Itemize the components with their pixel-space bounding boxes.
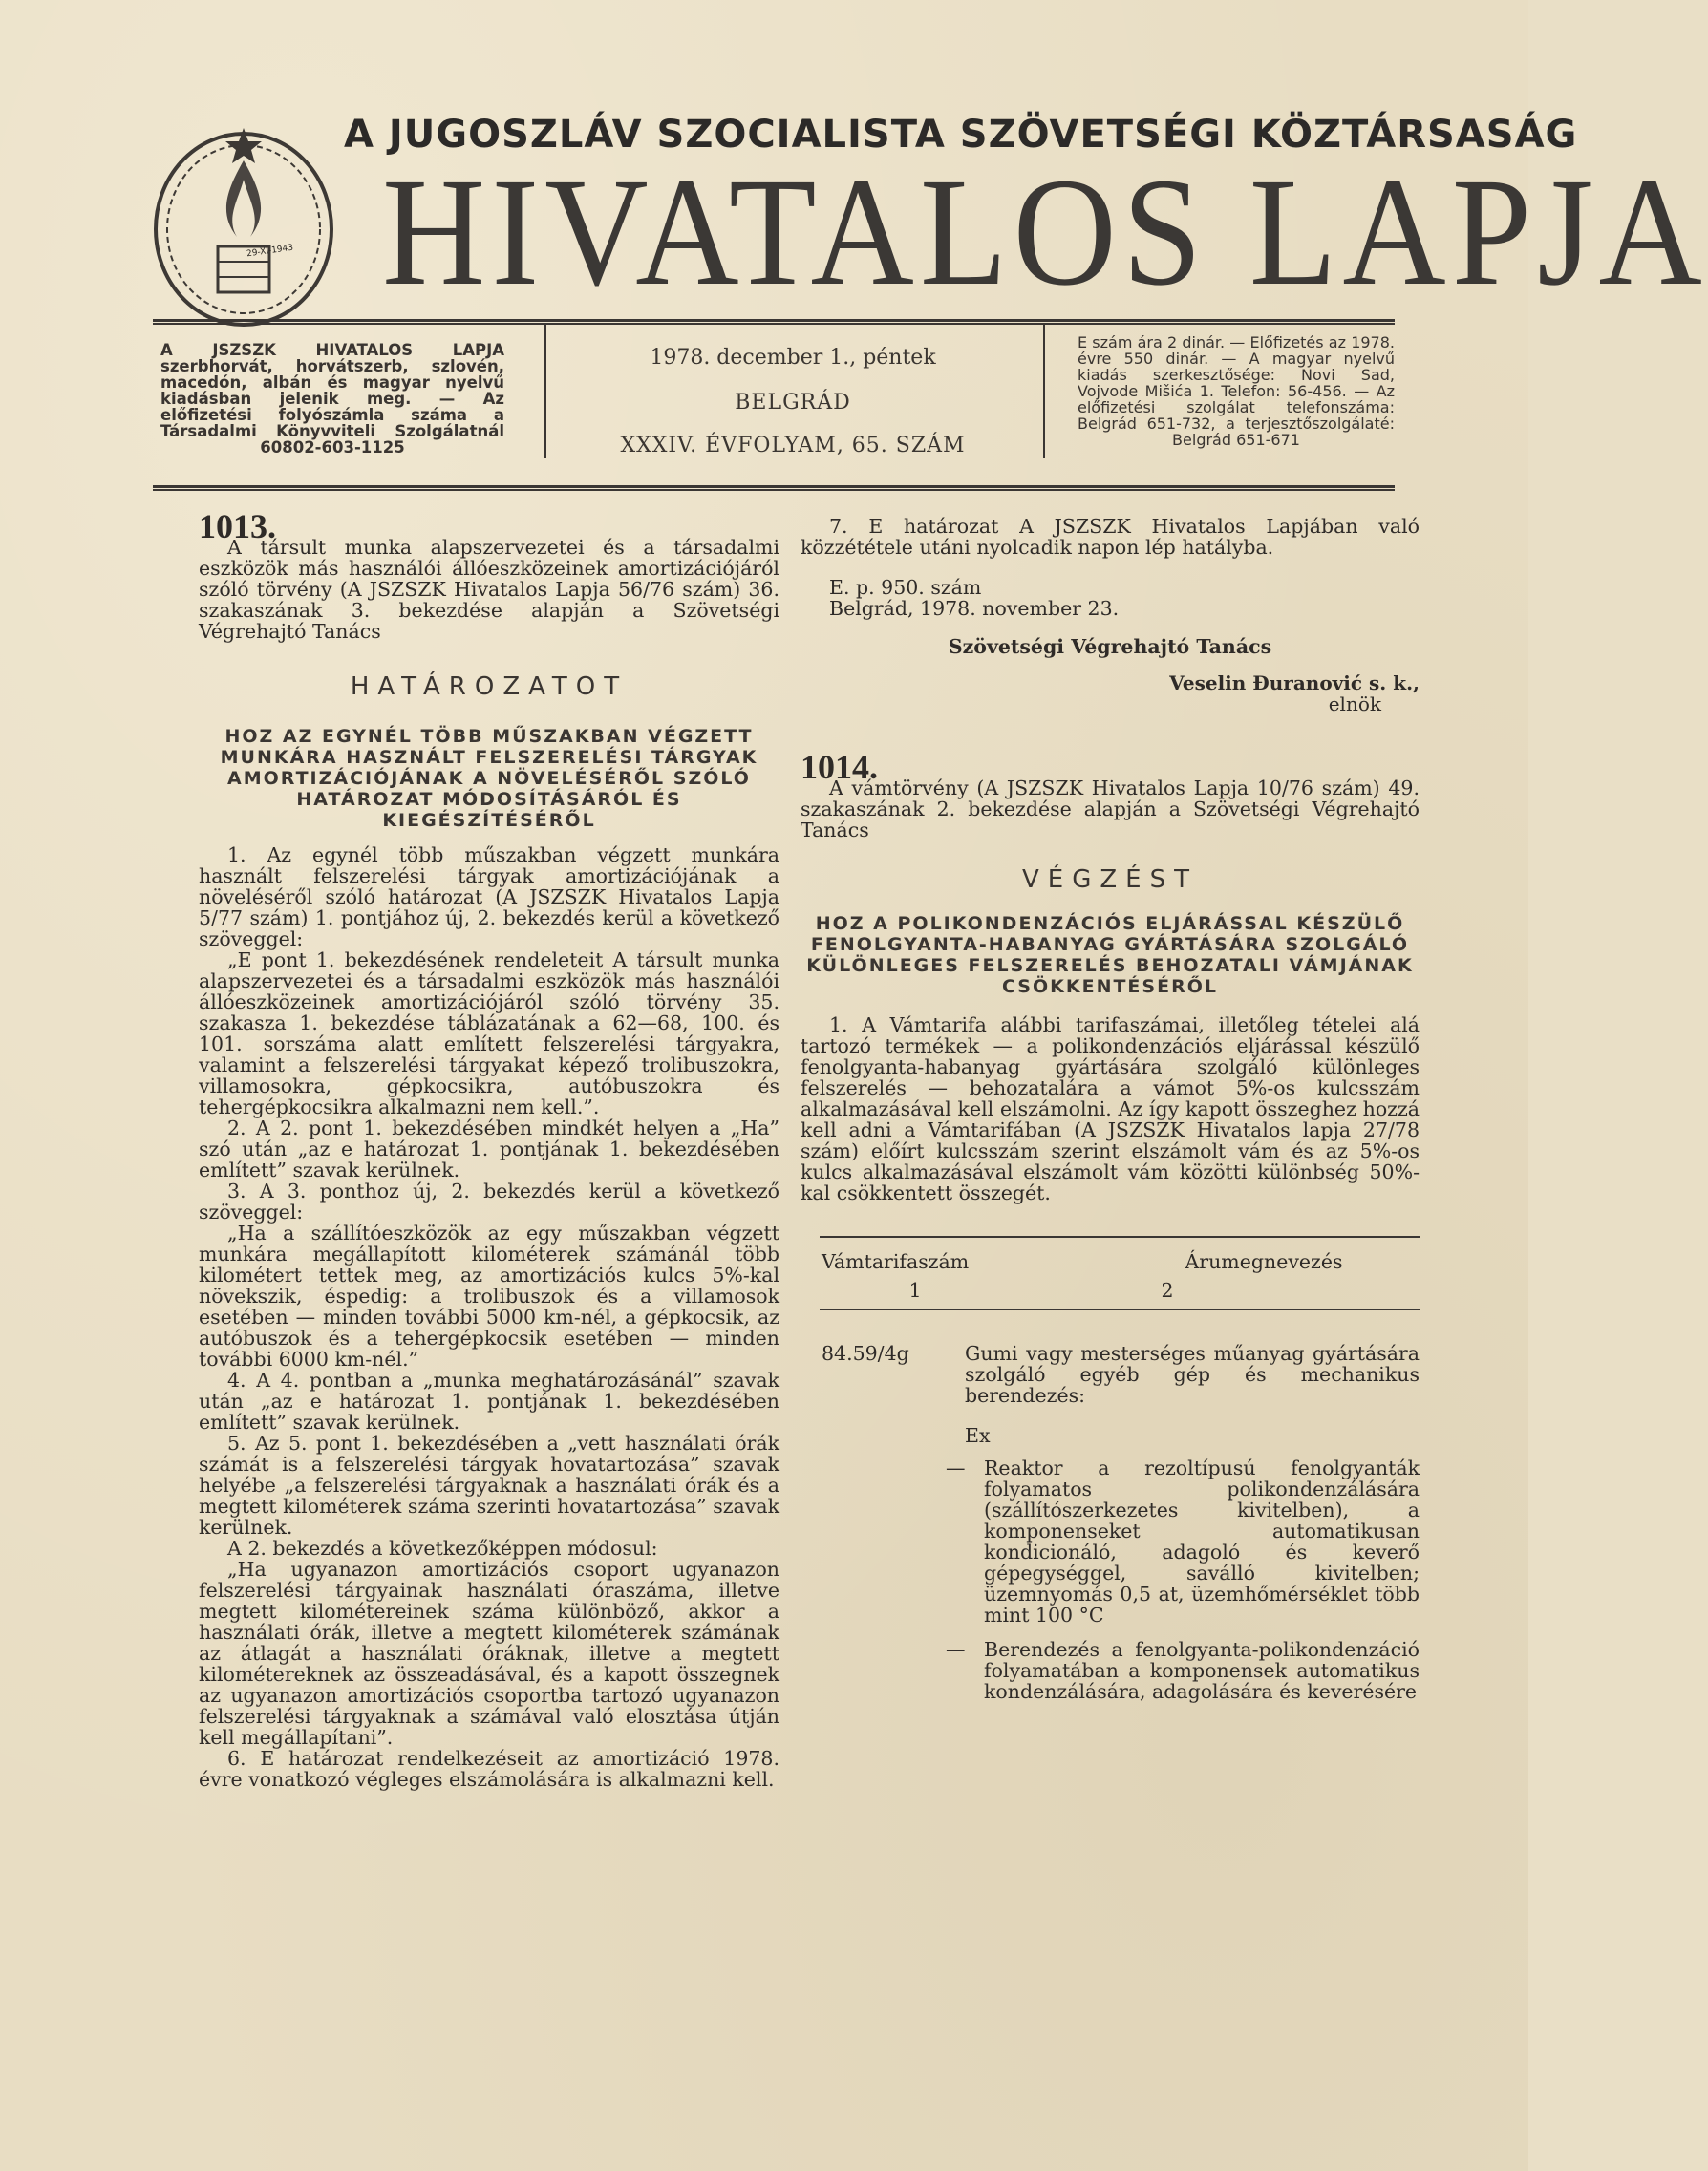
doc-1014-heading: VÉGZÉST bbox=[1022, 865, 1198, 894]
table-col2-number: 2 bbox=[1161, 1279, 1174, 1302]
doc-1013-paragraph: 5. Az 5. pont 1. bekezdésében a „vett használati órák számát is a felszerelési tárgyak hovatartozása” szavak helyébe „a felszerelési tárgyaknak a használati órák és a megtett kilométerek száma szerinti hovatartozása” szavak kerülnek. bbox=[199, 1432, 779, 1539]
doc-1013-council: Szövetségi Végrehajtó Tanács bbox=[948, 635, 1272, 658]
header-divider-right bbox=[1043, 325, 1045, 458]
doc-1013-paragraph: A 2. bekezdés a következőképpen módosul: bbox=[227, 1537, 658, 1560]
masthead-rule-bottom bbox=[153, 485, 1395, 488]
header-divider-left bbox=[544, 325, 546, 458]
doc-1013-intro: A társult munka alapszervezetei és a társadalmi eszközök más használói állóeszközeinek amortizációjáról szóló törvény (A JSZSZK Hivatalos Lapja 56/76 szám) 36. szakaszának 3. bekezdése alapján a Szövetségi Végrehajtó Tanács bbox=[199, 536, 779, 643]
masthead-rule-top-thin bbox=[153, 323, 1395, 325]
emblem-years-text: 29-XI-1943 bbox=[246, 243, 294, 260]
doc-1013-heading: HATÁROZATOT bbox=[350, 672, 629, 701]
doc-1013-paragraph: „Ha a szállítóeszközök az egy műszakban végzett munkára megállapított kilométerek számánál több kilométert tettek meg, az amortizációs kulcs 5%-kal növekszik, éspedig: a trolibuszok és a villamosok esetében — minden további 5000 km-nél, a gépkocsik, az autóbuszok és a tehergépkocsik esetében — minden további 6000 km-nél.” bbox=[199, 1222, 779, 1371]
masthead-rule-top bbox=[153, 319, 1395, 322]
tariff-item: — Reaktor a rezoltípusú fenolgyanták folyamatos polikondenzálására (szállítószerkezetes kivitelben), a komponenseket automatikusan kondicionáló, adagoló és keverő gépegységgel, saválló kivitelben; üzemnyomás 0,5 at, üzemhőmérséklet több mint 100 °C bbox=[946, 1457, 1420, 1627]
doc-1013-paragraph: 6. E határozat rendelkezéseit az amortizáció 1978. évre vonatkozó végleges elszámolására is alkalmazni kell. bbox=[199, 1747, 779, 1791]
table-col2-header: Árumegnevezés bbox=[1185, 1250, 1343, 1273]
doc-1013-body bbox=[199, 844, 779, 1790]
table-number-row bbox=[801, 1280, 1420, 1301]
table-rule-bottom bbox=[820, 1309, 1420, 1310]
table-col1-header: Vámtarifaszám bbox=[822, 1250, 970, 1273]
doc-1013-paragraph: 3. A 3. ponthoz új, 2. bekezdés kerül a következő szöveggel: bbox=[199, 1180, 779, 1224]
masthead-rule-bottom-thin bbox=[153, 489, 1395, 491]
masthead-top-line: A JUGOSZLÁV SZOCIALISTA SZÖVETSÉGI KÖZTÁRSASÁG bbox=[344, 113, 1578, 157]
header-left-info: A JSZSZK HIVATALOS LAPJA szerbhorvát, horvátszerb, szlovén, macedón, albán és magyar nyelvű kiadásban jelenik meg. — Az előfizetési folyószámla száma a Társadalmi Könyvviteli Szolgálatnál 60802-603-1125 bbox=[160, 341, 504, 457]
tariff-description-block bbox=[946, 1343, 1420, 1702]
issue-date: 1978. december 1., péntek bbox=[650, 346, 936, 370]
doc-1014-number: 1014. bbox=[801, 748, 878, 786]
tariff-ex-label: Ex bbox=[965, 1424, 991, 1447]
doc-1013-paragraph: „E pont 1. bekezdésének rendeleteit A társult munka alapszervezetei és a társadalmi eszközök más használói állóeszközeinek amortizációjáról szóló törvény 35. szakasza 1. bekezdése táblázatának a 62—68, 100. és 101. sorszáma alatt említett felszerelési tárgyakra, valamint a felszerelési tárgyakat képező trolibuszokra, villamosokra, gépkocsikra, autóbuszokra és tehergépkocsikra alkalmazni nem kell.”. bbox=[199, 948, 779, 1118]
tariff-item-text: Berendezés a fenolgyanta-polikondenzáció folyamatában a komponensek automatikus kondenzálására, adagolására és keverésére bbox=[984, 1638, 1420, 1703]
issue-number: XXXIV. ÉVFOLYAM, 65. SZÁM bbox=[620, 434, 966, 458]
doc-1013-paragraph: 2. A 2. pont 1. bekezdésében mindkét helyen a „Ha” szó után „az e határozat 1. pontjának 1. bekezdésében említett” szavak kerülnek. bbox=[199, 1117, 779, 1181]
doc-1013-place-date: Belgrád, 1978. november 23. bbox=[829, 597, 1120, 620]
doc-1014-subheading: HOZ A POLIKONDENZÁCIÓS ELJÁRÁSSAL KÉSZÜLŐ FENOLGYANTA-HABANYAG GYÁRTÁSÁRA SZOLGÁLÓ KÜLÖNLEGES FELSZERELÉS BEHOZATALI VÁMJÁNAK CSÖKKENTÉSÉRŐL bbox=[806, 913, 1414, 997]
doc-1014-intro: A vámtörvény (A JSZSZK Hivatalos Lapja 10/76 szám) 49. szakaszának 2. bekezdése alapján a Szövetségi Végrehajtó Tanács bbox=[801, 777, 1420, 841]
header-center bbox=[549, 346, 1036, 458]
doc-1013-paragraph: „Ha ugyanazon amortizációs csoport ugyanazon felszerelési tárgyainak használati óraszáma, illetve megtett kilométereinek száma különböző, akkor a használati órák, illetve a megtett kilométerek számának az átlagát a használati óráknak, illetve a megtett kilométereknek az összeadásával, és a kapott összegnek az ugyanazon amortizációs csoportba tartozó ugyanazon felszerelési tárgyaknak a számával való elosztása útján kell megállapítani”. bbox=[199, 1558, 779, 1749]
doc-1013-subheading: HOZ AZ EGYNÉL TÖBB MŰSZAKBAN VÉGZETT MUNKÁRA HASZNÁLT FELSZERELÉSI TÁRGYAK AMORTIZÁCIÓJÁNAK A NÖVELÉSÉRŐL SZÓLÓ HATÁROZAT MÓDOSÍTÁSÁRÓL ÉS KIEGÉSZÍTÉSÉRŐL bbox=[220, 726, 758, 831]
table-rule-top bbox=[820, 1236, 1420, 1238]
doc-1013-reference: E. p. 950. szám bbox=[829, 576, 982, 599]
tariff-description: Gumi vagy mesterséges műanyag gyártására szolgáló egyéb gép és mechanikus berendezés: bbox=[965, 1342, 1420, 1407]
table-row bbox=[801, 1343, 1420, 1702]
tariff-code: 84.59/4g bbox=[822, 1342, 909, 1365]
issue-city: BELGRÁD bbox=[735, 391, 851, 415]
doc-1014-paragraph: 1. A Vámtarifa alábbi tarifaszámai, illetőleg tételei alá tartozó termékek — a polikondenzációs eljárással készülő fenolgyanta-habanyag gyártására szolgáló különleges felszerelés — behozatalára a vámot 5%-os kulcsszám alkalmazásával kell elszámolni. Az így kapott összeghez hozzá kell adni a Vámtarifában (A JSZSZK Hivatalos lapja 27/78 szám) előírt kulcsszám szerint elszámolt vám és az 5%-os kulcs alkalmazásával elszámolt vám közötti különbség 50%-kal csökkentett összegét. bbox=[801, 1013, 1420, 1204]
header-right-info: E szám ára 2 dinár. — Előfizetés az 1978. évre 550 dinár. — A magyar nyelvű kiadás szerkesztősége: Novi Sad, Vojvode Mišića 1. Telefon: 56-456. — Az előfizetési szolgálat telefonszáma: Belgrád 651-732, a terjesztőszolgálaté: Belgrád 651-671 bbox=[1078, 333, 1395, 449]
doc-1013-signer-title: elnök bbox=[1328, 692, 1381, 715]
doc-1013-signer-name: Veselin Đuranović s. k., bbox=[1169, 671, 1420, 694]
table-header-row bbox=[801, 1251, 1420, 1272]
tariff-item-text: Reaktor a rezoltípusú fenolgyanták folyamatos polikondenzálására (szállítószerkezetes kivitelben), a komponenseket automatikusan kondicionáló, adagoló és keverő gépegységgel, saválló kivitelben; üzemnyomás 0,5 at, üzemhőmérséklet több mint 100 °C bbox=[984, 1457, 1420, 1627]
coat-of-arms-emblem bbox=[143, 122, 344, 332]
tariff-item: — Berendezés a fenolgyanta-polikondenzáció folyamatában a komponensek automatikus kondenzálására, adagolására és keverésére bbox=[946, 1638, 1420, 1703]
masthead-title: HIVATALOS LAPJA bbox=[382, 146, 1708, 318]
table-col1-number: 1 bbox=[908, 1279, 922, 1302]
doc-1013-paragraph: 1. Az egynél több műszakban végzett munkára használt felszerelési tárgyak amortizációjának a növeléséről szóló határozat (A JSZSZK Hivatalos Lapja 5/77 szám) 1. pontjához új, 2. bekezdés kerül a következő szöveggel: bbox=[199, 843, 779, 950]
doc-1013-effective-paragraph: 7. E határozat A JSZSZK Hivatalos Lapjában való közzététele utáni nyolcadik napon lép hatályba. bbox=[801, 515, 1420, 559]
left-column bbox=[199, 507, 779, 1791]
doc-1013-number: 1013. bbox=[199, 507, 276, 545]
right-column bbox=[801, 516, 1420, 1702]
doc-1013-paragraph: 4. A 4. pontban a „munka meghatározásánál” szavak után „az e határozat 1. pontjának 1. bekezdésében említett” szavak kerülnek. bbox=[199, 1369, 779, 1434]
